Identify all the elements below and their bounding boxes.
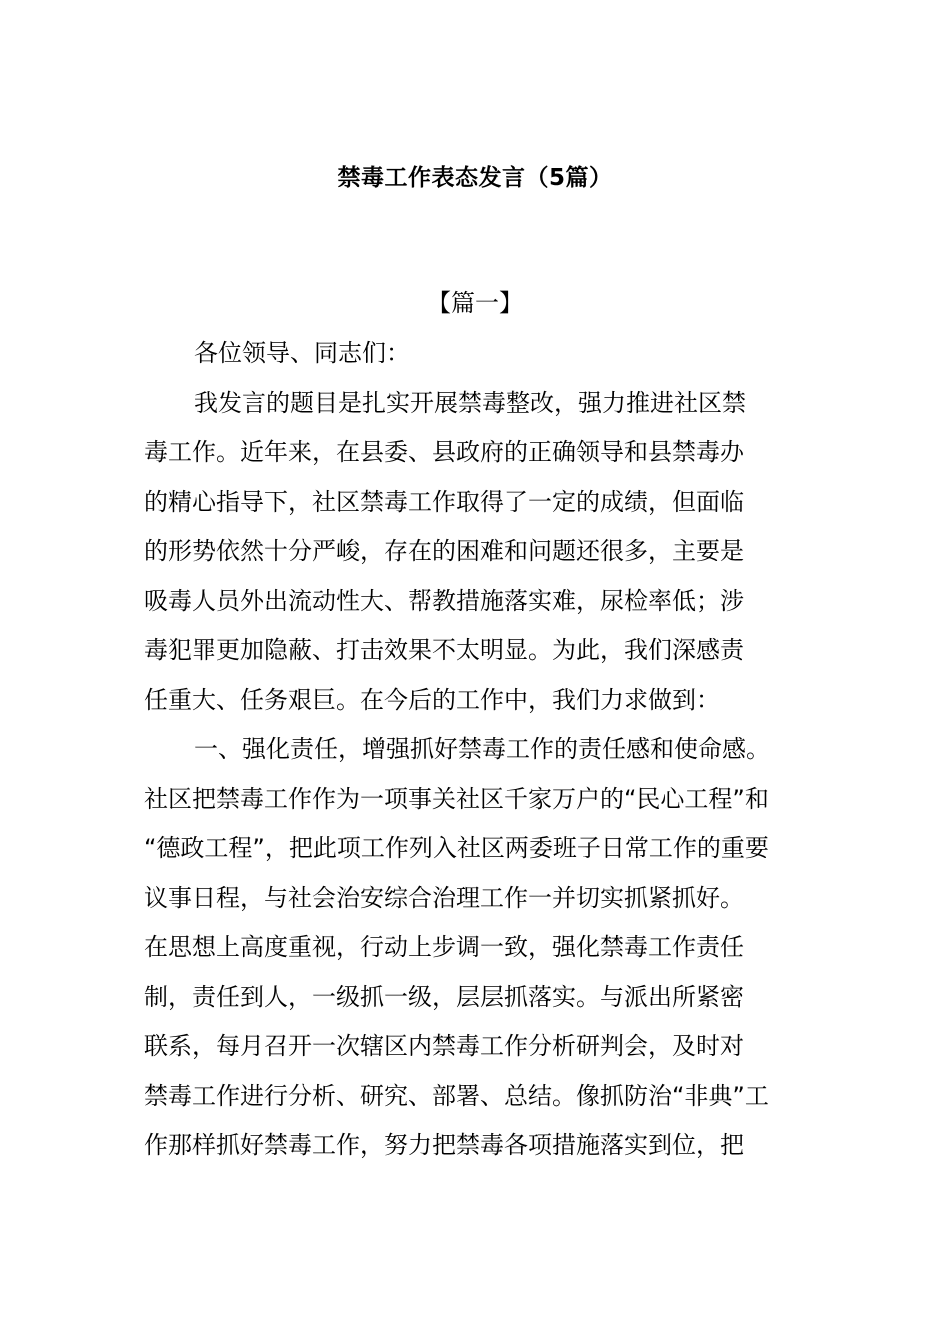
document-title: 禁毒工作表态发言（5篇）	[337, 165, 613, 191]
paragraph-line: 禁毒工作进行分析、研究、部署、总结。像抓防治“非典”工	[144, 1081, 769, 1110]
section-heading: 【篇一】	[427, 289, 523, 317]
paragraph-line: 作那样抓好禁毒工作，努力把禁毒各项措施落实到位，把	[144, 1131, 744, 1159]
paragraph-line: 议事日程，与社会治安综合治理工作一并切实抓紧抓好。	[144, 883, 744, 912]
paragraph-line: 我发言的题目是扎实开展禁毒整改，强力推进社区禁	[194, 388, 746, 417]
salutation-line: 各位领导、同志们：	[194, 339, 410, 367]
paragraph-line: 一、强化责任，增强抓好禁毒工作的责任感和使命感。	[194, 735, 770, 763]
paragraph-line: 联系，每月召开一次辖区内禁毒工作分析研判会，及时对	[144, 1032, 744, 1060]
paragraph-line: 任重大、任务艰巨。在今后的工作中，我们力求做到：	[144, 685, 720, 714]
paragraph-line: 社区把禁毒工作作为一项事关社区千家万户的“民心工程”和	[144, 784, 769, 813]
paragraph-line: 吸毒人员外出流动性大、帮教措施落实难，尿检率低；涉	[144, 586, 744, 615]
paragraph-line: 毒工作。近年来，在县委、县政府的正确领导和县禁毒办	[144, 438, 744, 466]
document-body	[144, 329, 809, 1171]
paragraph-line: “德政工程”，把此项工作列入社区两委班子日常工作的重要	[144, 834, 769, 862]
paragraph-line: 毒犯罪更加隐蔽、打击效果不太明显。为此，我们深感责	[144, 636, 744, 664]
paragraph-line: 在思想上高度重视，行动上步调一致，强化禁毒工作责任	[144, 933, 744, 961]
paragraph-line: 制，责任到人，一级抓一级，层层抓落实。与派出所紧密	[144, 982, 744, 1011]
paragraph-line: 的精心指导下，社区禁毒工作取得了一定的成绩，但面临	[144, 487, 744, 516]
paragraph-line: 的形势依然十分严峻，存在的困难和问题还很多，主要是	[144, 537, 744, 565]
